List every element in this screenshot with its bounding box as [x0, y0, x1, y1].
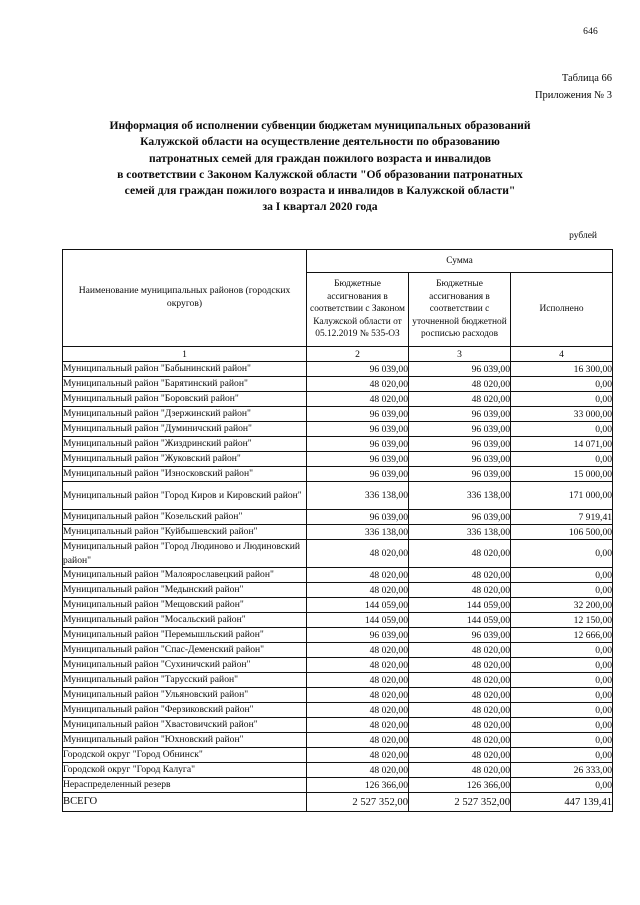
column-header-name: Наименование муниципальных районов (городских округов) — [63, 250, 307, 347]
row-allocation-law: 48 020,00 — [307, 392, 409, 407]
row-executed: 0,00 — [511, 748, 613, 763]
row-allocation-law: 96 039,00 — [307, 510, 409, 525]
table-row — [63, 407, 613, 422]
row-executed: 7 919,41 — [511, 510, 613, 525]
table-row — [63, 778, 613, 793]
row-executed: 0,00 — [511, 377, 613, 392]
row-allocation-schedule: 48 020,00 — [409, 673, 511, 688]
row-allocation-schedule: 96 039,00 — [409, 452, 511, 467]
row-allocation-schedule: 48 020,00 — [409, 540, 511, 568]
caption-block — [0, 70, 612, 104]
row-allocation-law: 126 366,00 — [307, 778, 409, 793]
row-name: Нераспределенный резерв — [63, 778, 307, 793]
row-executed: 106 500,00 — [511, 525, 613, 540]
row-allocation-law: 48 020,00 — [307, 688, 409, 703]
row-name: Муниципальный район "Перемышльский район" — [63, 628, 307, 643]
row-name: Муниципальный район "Юхновский район" — [63, 733, 307, 748]
row-allocation-schedule: 96 039,00 — [409, 437, 511, 452]
row-executed: 0,00 — [511, 583, 613, 598]
row-executed: 0,00 — [511, 452, 613, 467]
table-number-label: Таблица 66 — [561, 73, 612, 84]
row-executed: 447 139,41 — [511, 793, 613, 812]
row-name: Муниципальный район "Жиздринский район" — [63, 437, 307, 452]
row-name: Муниципальный район "Жуковский район" — [63, 452, 307, 467]
row-allocation-law: 144 059,00 — [307, 613, 409, 628]
column-number-3: 3 — [409, 347, 511, 362]
row-allocation-schedule: 48 020,00 — [409, 748, 511, 763]
table-row — [63, 377, 613, 392]
row-name: Муниципальный район "Город Людиново и Людиновский район" — [63, 540, 307, 568]
table-row — [63, 540, 613, 568]
row-allocation-law: 96 039,00 — [307, 362, 409, 377]
row-executed: 0,00 — [511, 733, 613, 748]
row-executed: 0,00 — [511, 422, 613, 437]
row-executed: 26 333,00 — [511, 763, 613, 778]
row-executed: 0,00 — [511, 688, 613, 703]
row-allocation-schedule: 336 138,00 — [409, 525, 511, 540]
row-allocation-schedule: 96 039,00 — [409, 362, 511, 377]
row-allocation-schedule: 48 020,00 — [409, 568, 511, 583]
row-allocation-schedule: 144 059,00 — [409, 613, 511, 628]
row-executed: 32 200,00 — [511, 598, 613, 613]
row-allocation-law: 2 527 352,00 — [307, 793, 409, 812]
row-allocation-schedule: 48 020,00 — [409, 703, 511, 718]
table-row — [63, 688, 613, 703]
column-header-executed: Исполнено — [511, 273, 613, 347]
row-name: Муниципальный район "Тарусский район" — [63, 673, 307, 688]
table-row — [63, 703, 613, 718]
row-name: Муниципальный район "Износковский район" — [63, 467, 307, 482]
row-name: Муниципальный район "Думиничский район" — [63, 422, 307, 437]
row-allocation-law: 48 020,00 — [307, 718, 409, 733]
row-executed: 0,00 — [511, 392, 613, 407]
table-row — [63, 437, 613, 452]
row-executed: 0,00 — [511, 643, 613, 658]
row-name: Городской округ "Город Обнинск" — [63, 748, 307, 763]
row-executed: 0,00 — [511, 778, 613, 793]
table-row — [63, 598, 613, 613]
row-allocation-law: 96 039,00 — [307, 422, 409, 437]
table-row — [63, 643, 613, 658]
table-row — [63, 658, 613, 673]
row-allocation-law: 96 039,00 — [307, 628, 409, 643]
row-allocation-schedule: 48 020,00 — [409, 688, 511, 703]
table-row — [63, 568, 613, 583]
row-allocation-schedule: 96 039,00 — [409, 467, 511, 482]
table-row — [63, 613, 613, 628]
row-name: Муниципальный район "Хвастовичский район" — [63, 718, 307, 733]
table-row — [63, 583, 613, 598]
row-allocation-schedule: 48 020,00 — [409, 763, 511, 778]
row-executed: 14 071,00 — [511, 437, 613, 452]
row-allocation-law: 336 138,00 — [307, 482, 409, 510]
row-name: Муниципальный район "Малоярославецкий район" — [63, 568, 307, 583]
table-row — [63, 467, 613, 482]
row-allocation-schedule: 48 020,00 — [409, 377, 511, 392]
row-name: Муниципальный район "Мосальский район" — [63, 613, 307, 628]
page-title-line-5: семей для граждан пожилого возраста и инвалидов в Калужской области" — [124, 184, 516, 198]
column-group-header-sum: Сумма — [307, 250, 613, 273]
row-executed: 0,00 — [511, 568, 613, 583]
row-allocation-law: 48 020,00 — [307, 673, 409, 688]
page-title-line-6: за I квартал 2020 года — [262, 200, 378, 214]
page-title — [56, 118, 584, 216]
row-allocation-law: 48 020,00 — [307, 568, 409, 583]
row-allocation-schedule: 96 039,00 — [409, 407, 511, 422]
row-allocation-law: 144 059,00 — [307, 598, 409, 613]
row-name: Муниципальный район "Дзержинский район" — [63, 407, 307, 422]
table-row — [63, 452, 613, 467]
table-row — [63, 673, 613, 688]
row-allocation-schedule: 48 020,00 — [409, 643, 511, 658]
row-allocation-schedule: 48 020,00 — [409, 733, 511, 748]
row-name: Муниципальный район "Ферзиковский район" — [63, 703, 307, 718]
row-executed: 0,00 — [511, 540, 613, 568]
row-allocation-law: 96 039,00 — [307, 467, 409, 482]
row-name: Муниципальный район "Медынский район" — [63, 583, 307, 598]
row-allocation-schedule: 336 138,00 — [409, 482, 511, 510]
units-label: рублей — [569, 231, 597, 241]
row-allocation-law: 96 039,00 — [307, 452, 409, 467]
row-name: Муниципальный район "Козельский район" — [63, 510, 307, 525]
row-allocation-law: 48 020,00 — [307, 703, 409, 718]
row-allocation-schedule: 48 020,00 — [409, 583, 511, 598]
row-allocation-schedule: 96 039,00 — [409, 510, 511, 525]
column-number-4: 4 — [511, 347, 613, 362]
row-allocation-law: 48 020,00 — [307, 763, 409, 778]
row-allocation-schedule: 96 039,00 — [409, 628, 511, 643]
table-row — [63, 510, 613, 525]
row-allocation-law: 48 020,00 — [307, 748, 409, 763]
table-total-row — [63, 793, 613, 812]
table-header — [63, 250, 613, 362]
row-allocation-law: 336 138,00 — [307, 525, 409, 540]
table-row — [63, 422, 613, 437]
row-executed: 15 000,00 — [511, 467, 613, 482]
row-executed: 12 666,00 — [511, 628, 613, 643]
table-row — [63, 748, 613, 763]
table-row — [63, 763, 613, 778]
column-header-allocation-law: Бюджетные ассигнования в соответствии с Законом Калужской области от 05.12.2019 № 535-ОЗ — [307, 273, 409, 347]
table-row — [63, 718, 613, 733]
row-allocation-law: 48 020,00 — [307, 643, 409, 658]
row-allocation-schedule: 2 527 352,00 — [409, 793, 511, 812]
row-allocation-schedule: 96 039,00 — [409, 422, 511, 437]
row-name: Городской округ "Город Калуга" — [63, 763, 307, 778]
table-row — [63, 733, 613, 748]
row-allocation-schedule: 48 020,00 — [409, 718, 511, 733]
page-title-line-4: в соответствии с Законом Калужской области "Об образовании патронатных — [117, 167, 523, 181]
row-allocation-schedule: 126 366,00 — [409, 778, 511, 793]
page-title-line-1: Информация об исполнении субвенции бюджетам муниципальных образований — [109, 119, 531, 132]
row-executed: 16 300,00 — [511, 362, 613, 377]
row-name: Муниципальный район "Куйбышевский район" — [63, 525, 307, 540]
row-name: Муниципальный район "Город Киров и Кировский район" — [63, 482, 307, 510]
row-allocation-law: 48 020,00 — [307, 540, 409, 568]
row-allocation-law: 48 020,00 — [307, 658, 409, 673]
row-executed: 0,00 — [511, 703, 613, 718]
row-allocation-law: 96 039,00 — [307, 437, 409, 452]
column-number-1: 1 — [63, 347, 307, 362]
table-row — [63, 525, 613, 540]
row-name: ВСЕГО — [63, 793, 307, 812]
row-allocation-law: 48 020,00 — [307, 377, 409, 392]
row-name: Муниципальный район "Спас-Деменский район" — [63, 643, 307, 658]
row-allocation-schedule: 48 020,00 — [409, 658, 511, 673]
subvention-execution-table — [62, 249, 613, 812]
page-title-line-2: Калужской области на осуществление деятельности по образованию — [140, 135, 500, 149]
column-header-allocation-schedule: Бюджетные ассигнования в соответствии с уточненной бюджетной росписью расходов — [409, 273, 511, 347]
row-executed: 0,00 — [511, 658, 613, 673]
table-body — [63, 362, 613, 812]
row-name: Муниципальный район "Мещовский район" — [63, 598, 307, 613]
page-title-line-3: патронатных семей для граждан пожилого возраста и инвалидов — [148, 151, 492, 165]
row-allocation-schedule: 144 059,00 — [409, 598, 511, 613]
row-executed: 12 150,00 — [511, 613, 613, 628]
row-name: Муниципальный район "Боровский район" — [63, 392, 307, 407]
row-allocation-law: 96 039,00 — [307, 407, 409, 422]
row-executed: 0,00 — [511, 718, 613, 733]
row-executed: 33 000,00 — [511, 407, 613, 422]
column-number-2: 2 — [307, 347, 409, 362]
table-row — [63, 628, 613, 643]
table-row — [63, 392, 613, 407]
row-allocation-law: 48 020,00 — [307, 733, 409, 748]
column-number-row — [63, 347, 613, 362]
row-executed: 0,00 — [511, 673, 613, 688]
row-name: Муниципальный район "Бабынинский район" — [63, 362, 307, 377]
table-row — [63, 482, 613, 510]
row-executed: 171 000,00 — [511, 482, 613, 510]
row-name: Муниципальный район "Барятинский район" — [63, 377, 307, 392]
row-name: Муниципальный район "Сухиничский район" — [63, 658, 307, 673]
row-allocation-schedule: 48 020,00 — [409, 392, 511, 407]
table-row — [63, 362, 613, 377]
row-name: Муниципальный район "Ульяновский район" — [63, 688, 307, 703]
page-number: 646 — [583, 27, 598, 37]
row-allocation-law: 48 020,00 — [307, 583, 409, 598]
appendix-number-label: Приложения № 3 — [534, 90, 612, 101]
